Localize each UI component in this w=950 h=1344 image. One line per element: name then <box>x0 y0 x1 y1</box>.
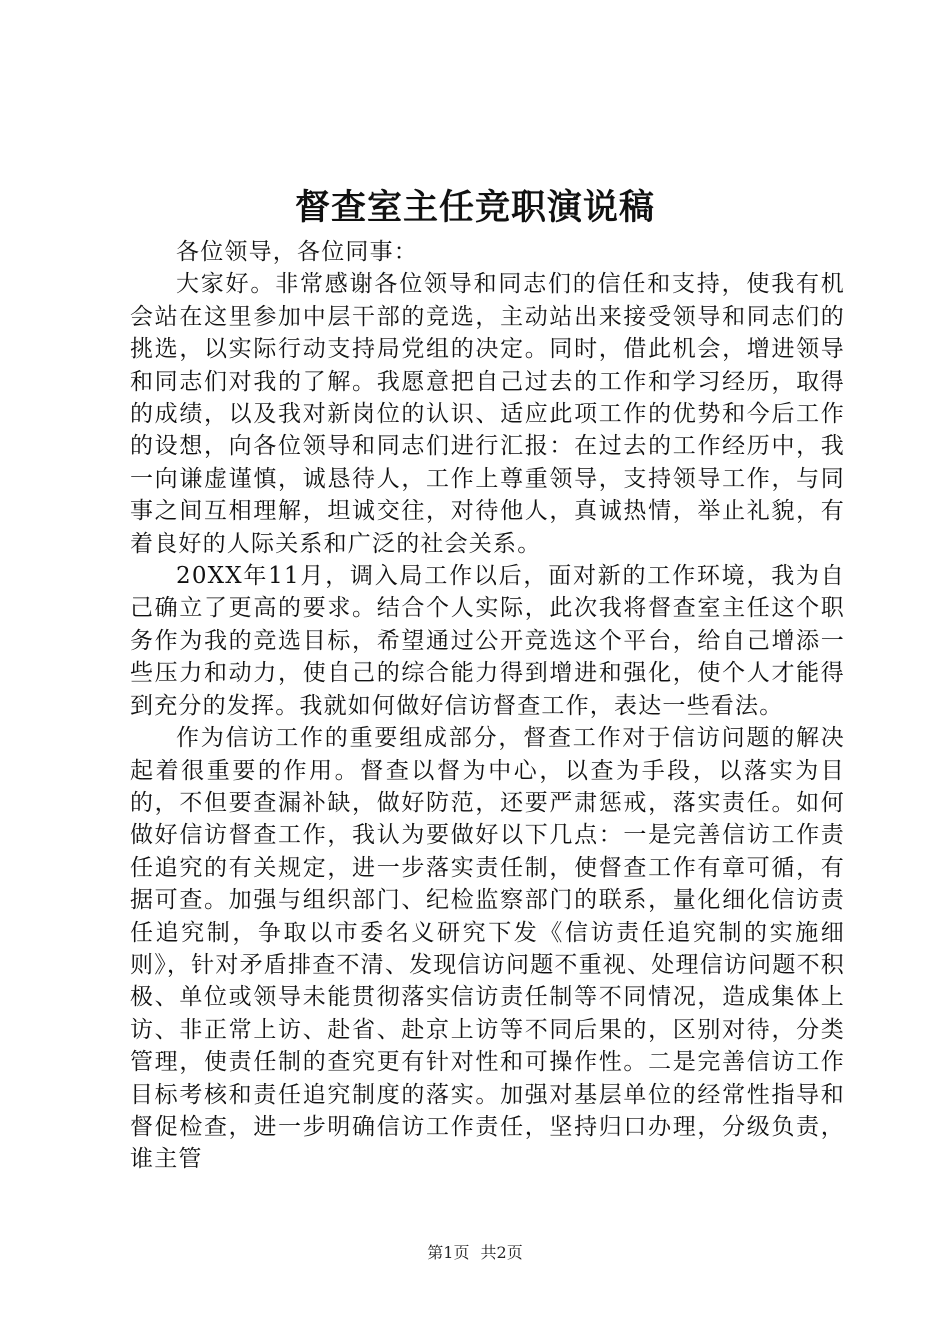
document-body <box>130 236 845 1176</box>
body-paragraph: 作为信访工作的重要组成部分，督查工作对于信访问题的解决起着很重要的作用。督查以督为中心，以查为手段，以落实为目的，不但要查漏补缺，做好防范，还要严肃惩戒，落实责任。如何做好信访督查工作，我认为要做好以下几点：一是完善信访工作责任追究的有关规定，进一步落实责任制，使督查工作有章可循，有据可查。加强与组织部门、纪检监察部门的联系，量化细化信访责任追究制，争取以市委名义研究下发《信访责任追究制的实施细则》，针对矛盾排查不清、发现信访问题不重视、处理信访问题不积极、单位或领导未能贯彻落实信访责任制等不同情况，造成集体上访、非正常上访、赴省、赴京上访等不同后果的，区别对待，分类管理，使责任制的查究更有针对性和可操作性。二是完善信访工作目标考核和责任追究制度的落实。加强对基层单位的经常性指导和督促检查，进一步明确信访工作责任，坚持归口办理，分级负责，谁主管 <box>130 725 845 1173</box>
greeting-paragraph: 各位领导，各位同事： <box>176 239 418 265</box>
document-title: 督查室主任竞职演说稿 <box>294 187 655 228</box>
page-number: 第1页 <box>427 1243 470 1262</box>
page-footer <box>0 1243 950 1263</box>
page-total: 共2页 <box>480 1243 523 1262</box>
body-paragraph: 20XX年11月，调入局工作以后，面对新的工作环境，我为自己确立了更高的要求。结合个人实际，此次我将督查室主任这个职务作为我的竞选目标，希望通过公开竞选这个平台，给自己增添一些压力和动力，使自己的综合能力得到增进和强化，使个人才能得到充分的发挥。我就如何做好信访督查工作，表达一些看法。 <box>130 563 845 719</box>
body-paragraph: 大家好。非常感谢各位领导和同志们的信任和支持，使我有机会站在这里参加中层干部的竞选，主动站出来接受领导和同志们的挑选，以实际行动支持局党组的决定。同时，借此机会，增进领导和同志们对我的了解。我愿意把自己过去的工作和学习经历，取得的成绩，以及我对新岗位的认识、适应此项工作的优势和今后工作的设想，向各位领导和同志们进行汇报：在过去的工作经历中，我一向谦虚谨慎，诚恳待人，工作上尊重领导，支持领导工作，与同事之间互相理解，坦诚交往，对待他人，真诚热情，举止礼貌，有着良好的人际关系和广泛的社会关系。 <box>130 271 845 557</box>
